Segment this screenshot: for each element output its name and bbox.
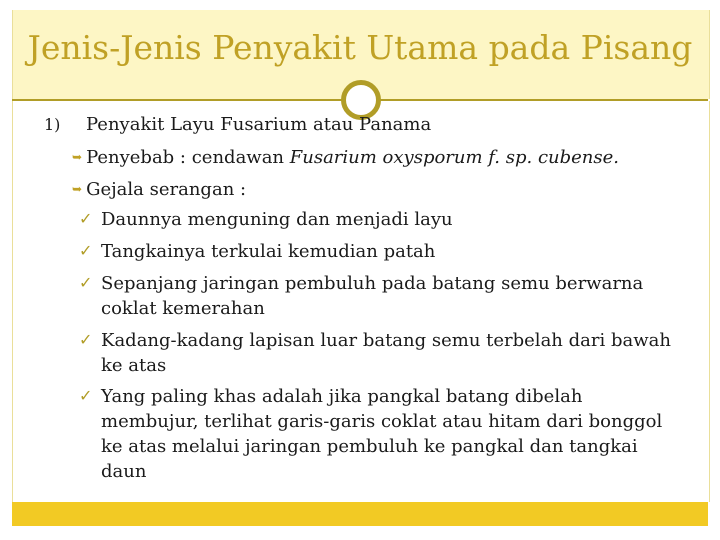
gejala-item: Yang paling khas adalah jika pangkal batang dibelah — [101, 386, 583, 407]
item-heading: Penyakit Layu Fusarium atau Panama — [86, 114, 432, 135]
gejala-label: Gejala serangan : — [86, 179, 247, 200]
gejala-item: Tangkainya terkulai kemudian patah — [101, 241, 436, 262]
checkmark-icon: ✓ — [79, 386, 93, 405]
gejala-item-continued: ke atas — [101, 355, 167, 376]
gejala-item-continued: coklat kemerahan — [101, 298, 265, 319]
gejala-item: Sepanjang jaringan pembuluh pada batang semu berwarna — [101, 273, 644, 294]
curved-arrow-bullet-icon: ➥ — [72, 150, 83, 164]
checkmark-icon: ✓ — [79, 209, 93, 228]
checkmark-icon: ✓ — [79, 241, 93, 260]
curved-arrow-bullet-icon: ➥ — [72, 182, 83, 196]
gejala-item-continued: membujur, terlihat garis-garis coklat atau hitam dari bonggol — [101, 411, 663, 432]
penyebab-label: Penyebab : cendawan — [86, 147, 290, 168]
checkmark-icon: ✓ — [79, 330, 93, 349]
gejala-item-continued: daun — [101, 461, 147, 482]
checkmark-icon: ✓ — [79, 273, 93, 292]
gejala-item: Daunnya menguning dan menjadi layu — [101, 209, 453, 230]
penyebab-species: Fusarium oxysporum f. sp. cubense. — [289, 147, 620, 168]
footer-bar — [12, 502, 708, 526]
gejala-item: Kadang-kadang lapisan luar batang semu terbelah dari bawah — [101, 330, 671, 351]
gejala-line — [72, 177, 246, 202]
item-number: 1) — [44, 115, 61, 134]
penyebab-line — [72, 145, 619, 170]
slide-title: Jenis-Jenis Penyakit Utama pada Pisang — [27, 28, 693, 67]
gejala-item-continued: ke atas melalui jaringan pembuluh ke pangkal dan tangkai — [101, 436, 638, 457]
